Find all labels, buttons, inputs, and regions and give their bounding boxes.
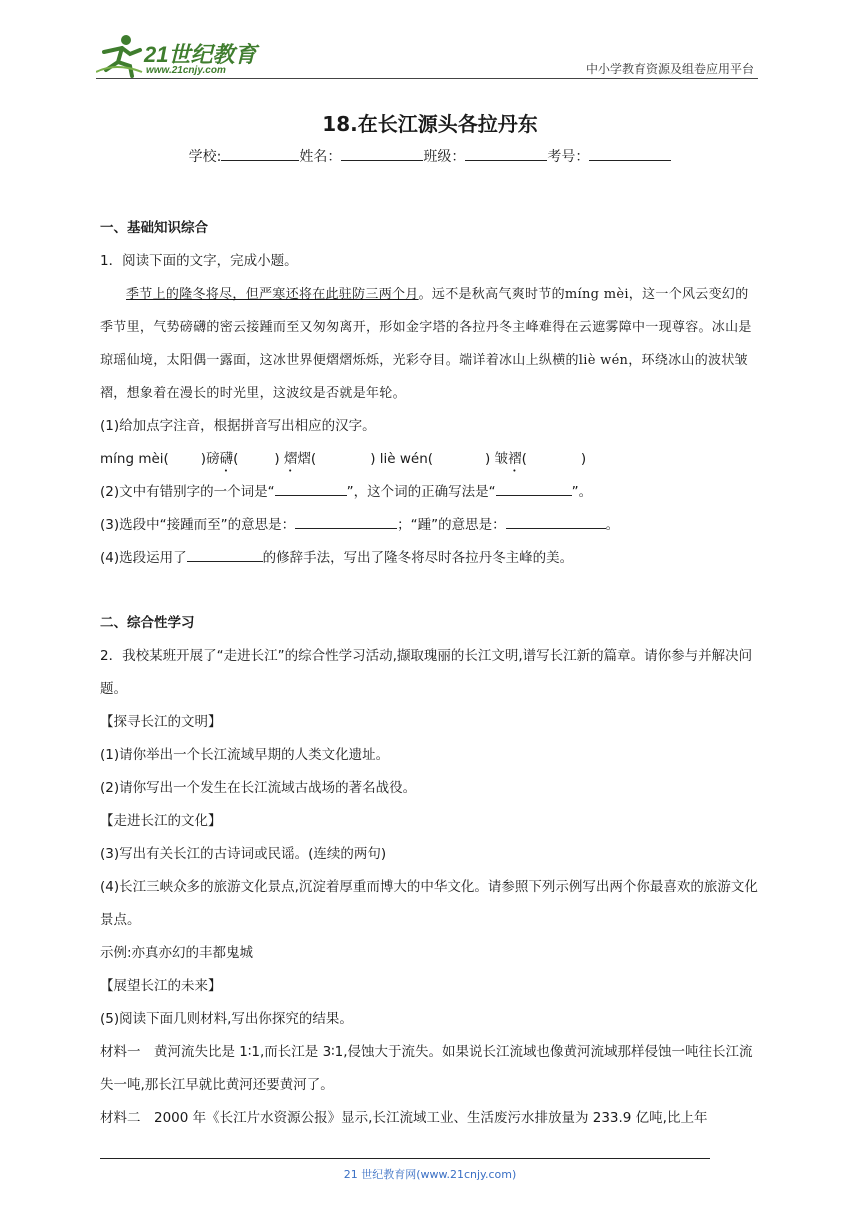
sub-question <box>100 509 760 542</box>
sub-question: (5)阅读下面几则材料,写出你探究的结果。 <box>100 1011 353 1027</box>
footer-link[interactable]: 21 世纪教育网(www.21cnjy.com) <box>343 1168 517 1181</box>
paren-open: ( <box>233 451 239 467</box>
question-text: ”。 <box>571 484 593 500</box>
class-blank[interactable] <box>465 146 547 161</box>
part-heading: 【探寻长江的文明】 <box>100 714 222 730</box>
pinyin-prompt: míng mèi( <box>100 451 169 467</box>
sub-question: (3)写出有关长江的古诗词或民谣。(连续的两句) <box>100 846 387 862</box>
sub-question: (2)请你写出一个发生在长江流域古战场的著名战役。 <box>100 780 417 796</box>
dotted-char: 熠 <box>283 451 298 467</box>
question-text: (3)选段中“接踵而至”的意思是： <box>100 517 296 533</box>
sub-question: (1)请你举出一个长江流域早期的人类文化遗址。 <box>100 747 390 763</box>
paren-close: ) <box>580 451 587 467</box>
reading-passage <box>100 278 760 410</box>
header-divider <box>96 78 758 79</box>
logo-text: 21世纪教育 <box>144 42 257 67</box>
question-stem: 1．阅读下面的文字，完成小题。 <box>100 253 298 269</box>
name-blank[interactable] <box>341 146 423 161</box>
example-text: 示例:亦真亦幻的丰都鬼城 <box>100 945 254 961</box>
part-heading: 【走进长江的文化】 <box>100 813 222 829</box>
page-title: 18.在长江源头各拉丹东 <box>322 112 538 136</box>
school-label: 学校: <box>188 149 222 165</box>
section-heading: 一、基础知识综合 <box>100 220 208 236</box>
sub-question <box>100 476 760 509</box>
word-prompt: 熠( <box>297 451 317 467</box>
sub-question: (4)长江三峡众多的旅游文化景点,沉淀着厚重而博大的中华文化。请参照下列示例写出两个你最喜欢的旅游文化景点。 <box>100 879 758 928</box>
dotted-char: 礴 <box>219 451 234 467</box>
platform-label: 中小学教育资源及组卷应用平台 <box>585 62 754 76</box>
answer-blank[interactable] <box>496 481 572 496</box>
material-two: 材料二 2000 年《长江片水资源公报》显示,长江流域工业、生活废污水排放量为 233.9 亿吨,比上年 <box>100 1110 708 1126</box>
passage-text: 。远不是秋高气爽时节的míng mèi，这一个风云变幻的季节里，气势磅礴的密云接踵而至又匆匆离开，形如金字塔的各拉丹冬主峰难得在云遮雾障中一现尊容。冰山是琼瑶仙境，太阳偶一露面，这冰世界便熠熠烁烁，光彩夺目。端详着冰山上纵横的liè wén，环绕冰山的波状皱褶，想象着在漫长的时光里，这波纹是否就是年轮。 <box>100 287 752 401</box>
answer-blank[interactable] <box>295 514 397 529</box>
question-text: 。 <box>605 517 620 533</box>
answer-blank[interactable] <box>187 547 263 562</box>
word-prompt: )磅 <box>200 451 220 467</box>
school-blank[interactable] <box>221 146 299 161</box>
class-label: 班级： <box>423 149 466 165</box>
pinyin-prompt: ) liè wén( <box>370 451 434 467</box>
answer-blank[interactable] <box>275 481 347 496</box>
word-prompt: ) 皱 <box>485 451 509 467</box>
question-text: 的修辞手法，写出了隆冬将尽时各拉丹冬主峰的美。 <box>262 550 574 566</box>
section-heading: 二、综合性学习 <box>100 615 195 631</box>
question-text: ”，这个词的正确写法是“ <box>346 484 496 500</box>
answer-blank[interactable] <box>506 514 606 529</box>
paren-close: ) <box>274 451 280 467</box>
part-heading: 【展望长江的未来】 <box>100 978 222 994</box>
question-text: (4)选段运用了 <box>100 550 187 566</box>
number-blank[interactable] <box>589 146 671 161</box>
number-label: 考号： <box>547 149 590 165</box>
sub-question <box>100 542 760 575</box>
exam-content <box>100 212 760 1135</box>
logo-url: www.21cnjy.com <box>146 65 226 76</box>
running-man-icon <box>96 32 144 78</box>
student-info-line <box>0 146 860 166</box>
sub-question: (1)给加点字注音，根据拼音写出相应的汉字。 <box>100 418 376 434</box>
underlined-sentence: 季节上的隆冬将尽，但严寒还将在此驻防三两个月 <box>126 287 419 302</box>
paren-open: ( <box>521 451 527 467</box>
site-logo <box>96 32 296 78</box>
name-label: 姓名： <box>299 149 342 165</box>
question-text: ；“踵”的意思是： <box>397 517 506 533</box>
dotted-char: 褶 <box>508 451 522 467</box>
question-stem: 2．我校某班开展了“走进长江”的综合性学习活动,撷取瑰丽的长江文明,谱写长江新的篇章。请你参与并解决问题。 <box>100 648 753 697</box>
sub-question-answer-line <box>100 443 760 476</box>
material-one: 材料一 黄河流失比是 1∶1,而长江是 3∶1,侵蚀大于流失。如果说长江流域也像黄河流域那样侵蚀一吨往长江流失一吨,那长江早就比黄河还要黄河了。 <box>100 1044 753 1093</box>
page-header <box>96 28 758 80</box>
footer-divider <box>100 1158 710 1159</box>
question-text: (2)文中有错别字的一个词是“ <box>100 484 275 500</box>
spacer <box>100 575 760 607</box>
